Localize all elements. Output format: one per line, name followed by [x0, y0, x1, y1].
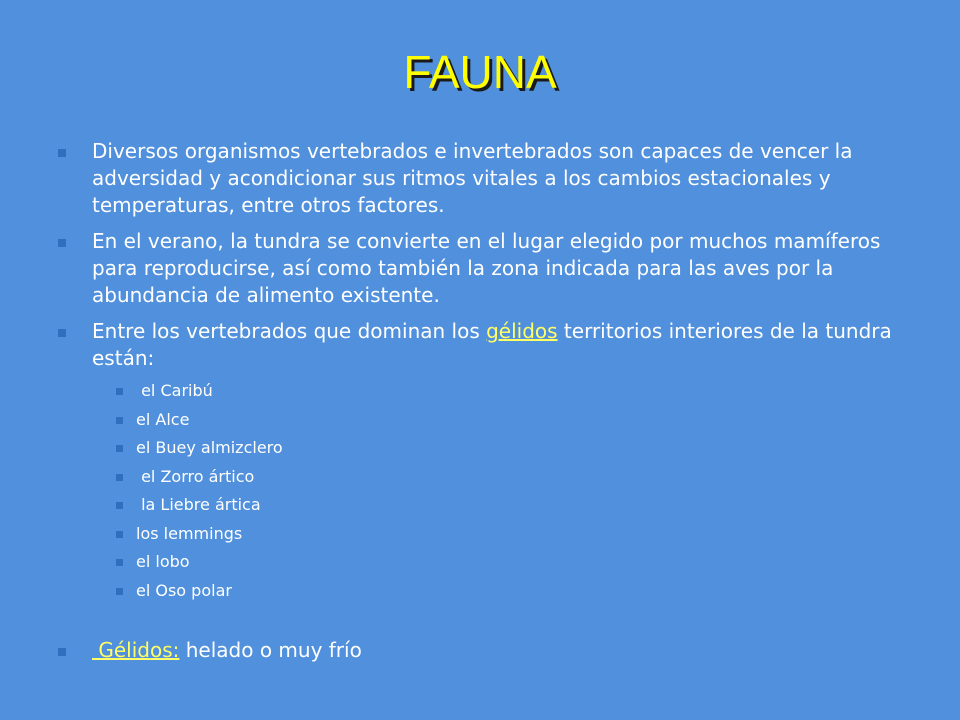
- list-item: [58, 467, 908, 496]
- square-bullet-icon: [116, 502, 123, 509]
- square-bullet-icon: [116, 474, 123, 481]
- square-bullet-icon: [116, 588, 123, 595]
- bullet-text-post: territorios interiores de la tundra están:: [92, 319, 892, 370]
- footnote-item: [58, 637, 908, 664]
- list-item: [58, 495, 908, 524]
- square-bullet-icon: [116, 531, 123, 538]
- bullet-text-pre: Entre los vertebrados que dominan los: [92, 319, 487, 343]
- square-bullet-icon: [58, 648, 66, 656]
- square-bullet-icon: [58, 149, 66, 157]
- list-item: [58, 438, 908, 467]
- bullet-item: [58, 318, 908, 372]
- square-bullet-icon: [116, 445, 123, 452]
- slide-content: [58, 138, 908, 673]
- gelidos-term-link[interactable]: Gélidos:: [92, 638, 180, 662]
- square-bullet-icon: [58, 329, 66, 337]
- slide-title: FAUNA: [403, 46, 557, 98]
- square-bullet-icon: [116, 388, 123, 395]
- list-item: [58, 552, 908, 581]
- animal-name: el Caribú: [136, 381, 213, 400]
- animal-name: los lemmings: [136, 523, 243, 543]
- animal-name: el lobo: [136, 552, 190, 571]
- square-bullet-icon: [116, 417, 123, 424]
- bullet-item: [58, 138, 908, 219]
- bullet-text: Diversos organismos vertebrados e invertebrados son capaces de vencer la adversidad y acondicionar sus ritmos vitales a los cambios estacionales y temperaturas, entre otros factores.: [92, 139, 853, 217]
- gelidos-link[interactable]: gélidos: [486, 319, 558, 343]
- bullet-item: [58, 228, 908, 309]
- list-item: [58, 581, 908, 610]
- animal-name: el Oso polar: [136, 580, 232, 600]
- animal-list: [58, 381, 908, 609]
- list-item: [58, 381, 908, 410]
- list-item: [58, 410, 908, 439]
- list-item: [58, 524, 908, 553]
- square-bullet-icon: [58, 239, 66, 247]
- bullet-text: En el verano, la tundra se convierte en el lugar elegido por muchos mamíferos para reproducirse, así como también la zona indicada para las aves por la abundancia de alimento existente.: [92, 229, 881, 307]
- footnote-definition: helado o muy frío: [179, 638, 362, 662]
- animal-name: el Zorro ártico: [136, 466, 255, 486]
- animal-name: el Buey almizclero: [136, 438, 283, 457]
- animal-name: el Alce: [136, 409, 190, 429]
- animal-name: la Liebre ártica: [136, 495, 261, 514]
- square-bullet-icon: [116, 559, 123, 566]
